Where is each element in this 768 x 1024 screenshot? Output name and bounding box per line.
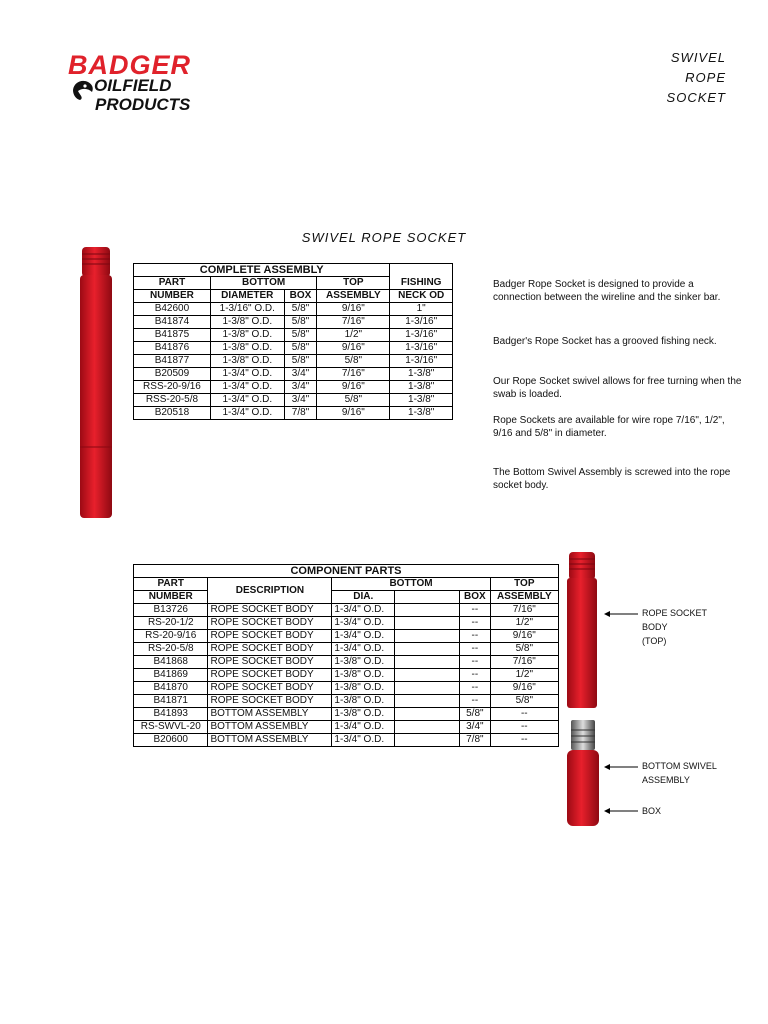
table-cell: RS-20-1/2 [134,617,208,630]
callout-line: (TOP) [642,636,667,646]
table-cell: 1-3/8" O.D. [332,682,395,695]
table-cell [395,708,460,721]
table-cell: 5/8" [284,303,317,316]
table-cell: 5/8" [317,355,390,368]
table-cell: BOTTOM ASSEMBLY [208,734,332,747]
badger-logo [66,50,206,116]
assembly-table-body [134,303,453,420]
table-cell: ROPE SOCKET BODY [208,669,332,682]
table-cell: 1-3/8" O.D. [210,329,284,342]
table-cell: 1-3/4" O.D. [332,734,395,747]
table-cell: 1-3/16" [390,316,453,329]
table-cell: 5/8" [490,695,558,708]
section-title: SWIVEL ROPE SOCKET [301,230,467,245]
table-cell [395,617,460,630]
table-cell: 1-3/4" O.D. [332,643,395,656]
table-cell: 1" [390,303,453,316]
arrow-left-icon [604,762,638,772]
header-cell: NUMBER [134,591,208,604]
table-cell: 1-3/8" O.D. [332,708,395,721]
table-cell: 1-3/4" O.D. [210,381,284,394]
header-cell [395,591,460,604]
table-cell: 7/16" [317,368,390,381]
components-table-body [134,604,559,747]
badger-head-icon [70,76,96,102]
table-cell: 1-3/8" O.D. [210,355,284,368]
table-cell: RSS-20-9/16 [134,381,211,394]
table-cell: B13726 [134,604,208,617]
table-row [134,669,559,682]
table-cell: 1-3/4" O.D. [332,630,395,643]
table-cell: ROPE SOCKET BODY [208,656,332,669]
assembly-table-title: COMPLETE ASSEMBLY [134,264,390,277]
table-row [134,682,559,695]
table-cell [395,669,460,682]
table-cell: 3/4" [284,381,317,394]
table-cell: 1-3/16" [390,355,453,368]
description-paragraph: The Bottom Swivel Assembly is screwed into the rope socket body. [493,467,731,491]
table-cell: 7/8" [460,734,491,747]
table-cell: B20509 [134,368,211,381]
logo-products-text: PRODUCTS [95,95,191,114]
header-cell: BOX [284,290,317,303]
table-cell [395,682,460,695]
header-cell [390,264,453,277]
table-cell: 1-3/4" O.D. [332,721,395,734]
table-cell: 1-3/16" [390,342,453,355]
table-cell: 9/16" [490,630,558,643]
table-cell: B41868 [134,656,208,669]
table-cell: BOTTOM ASSEMBLY [208,721,332,734]
table-row [134,643,559,656]
table-cell [395,721,460,734]
header-cell: ASSEMBLY [490,591,558,604]
logo-badger-text: BADGER [68,50,192,80]
table-cell: 5/8" [284,329,317,342]
header-cell: PART [134,277,211,290]
table-cell: 1/2" [317,329,390,342]
table-cell: 1-3/4" O.D. [210,368,284,381]
callout-line: ASSEMBLY [642,775,690,785]
component-parts-table [133,564,559,747]
table-row [134,394,453,407]
table-cell: 1-3/16" O.D. [210,303,284,316]
table-cell: 1-3/4" O.D. [210,407,284,420]
header-cell: TOP [317,277,390,290]
description-paragraph: Our Rope Socket swivel allows for free turning when the swab is loaded. [493,376,742,400]
table-cell: B41877 [134,355,211,368]
header-cell: NECK OD [390,290,453,303]
callout-line: BODY [642,622,668,632]
table-cell: 7/8" [284,407,317,420]
rope-socket-body-image [563,552,603,712]
table-cell: B41870 [134,682,208,695]
table-cell: 1-3/8" O.D. [210,316,284,329]
header-cell: FISHING [390,277,453,290]
table-row [134,604,559,617]
arrow-left-icon [604,806,638,816]
table-cell: -- [460,643,491,656]
table-cell: 1/2" [490,669,558,682]
bottom-swivel-assembly-image [563,718,603,828]
doc-title-line: ROPE [685,70,726,85]
table-row [134,381,453,394]
table-cell: 9/16" [317,407,390,420]
table-cell: 9/16" [490,682,558,695]
table-cell: -- [490,734,558,747]
components-table-title: COMPONENT PARTS [134,565,559,578]
arrow-left-icon [604,609,638,619]
table-cell: -- [460,656,491,669]
table-cell: 5/8" [460,708,491,721]
table-cell [395,604,460,617]
table-cell [395,630,460,643]
table-cell: 9/16" [317,303,390,316]
table-cell: -- [460,630,491,643]
table-cell: -- [460,682,491,695]
header-cell: BOTTOM [210,277,316,290]
table-cell: B41874 [134,316,211,329]
table-cell: ROPE SOCKET BODY [208,604,332,617]
table-cell: 1-3/8" [390,368,453,381]
table-cell: RS-SWVL-20 [134,721,208,734]
header-cell: BOX [460,591,491,604]
header-cell: DESCRIPTION [208,578,332,604]
table-cell: B41875 [134,329,211,342]
complete-assembly-table [133,263,453,420]
table-cell: B41869 [134,669,208,682]
header-cell: TOP [490,578,558,591]
table-cell: B20518 [134,407,211,420]
table-row [134,721,559,734]
table-row [134,329,453,342]
table-cell: 3/4" [284,394,317,407]
table-cell [395,643,460,656]
table-cell [395,656,460,669]
table-cell: ROPE SOCKET BODY [208,695,332,708]
table-cell: 1-3/8" O.D. [210,342,284,355]
table-cell: 7/16" [490,604,558,617]
table-cell: B42600 [134,303,211,316]
table-row [134,342,453,355]
table-cell: 3/4" [460,721,491,734]
box-callout: BOX [642,806,662,816]
table-cell: RSS-20-5/8 [134,394,211,407]
table-cell: B41871 [134,695,208,708]
doc-title-line: SWIVEL [670,50,726,65]
table-cell: 9/16" [317,381,390,394]
table-row [134,316,453,329]
logo-oilfield-text: OILFIELD [94,76,172,95]
table-cell: 5/8" [284,355,317,368]
bottom-swivel-callout [642,759,717,787]
table-cell: 1-3/8" [390,407,453,420]
rope-socket-body-callout [642,606,707,648]
table-row [134,734,559,747]
table-cell: 9/16" [317,342,390,355]
table-cell: 1-3/8" [390,381,453,394]
table-cell: -- [460,695,491,708]
table-cell [395,695,460,708]
table-cell: 1-3/8" [390,394,453,407]
table-cell: B41876 [134,342,211,355]
table-row [134,695,559,708]
table-cell: 5/8" [284,342,317,355]
header-cell: BOTTOM [332,578,490,591]
table-cell: 1/2" [490,617,558,630]
table-row [134,656,559,669]
table-cell: BOTTOM ASSEMBLY [208,708,332,721]
rope-socket-image [78,247,118,522]
callout-line: BOTTOM SWIVEL [642,761,717,771]
table-cell: -- [460,604,491,617]
table-cell: 7/16" [490,656,558,669]
header-cell: ASSEMBLY [317,290,390,303]
table-cell: ROPE SOCKET BODY [208,682,332,695]
table-cell: 5/8" [490,643,558,656]
callout-line: ROPE SOCKET [642,608,708,618]
table-cell: -- [490,708,558,721]
description-paragraph: Badger's Rope Socket has a grooved fishing neck. [493,336,717,347]
table-cell: 3/4" [284,368,317,381]
table-cell: 1-3/4" O.D. [332,604,395,617]
table-cell: 1-3/4" O.D. [332,617,395,630]
table-cell: -- [490,721,558,734]
table-cell [395,734,460,747]
table-cell: 5/8" [284,316,317,329]
table-cell: RS-20-5/8 [134,643,208,656]
table-row [134,630,559,643]
header-cell: NUMBER [134,290,211,303]
table-row [134,368,453,381]
table-cell: 1-3/8" O.D. [332,695,395,708]
table-cell: 1-3/4" O.D. [210,394,284,407]
table-cell: 5/8" [317,394,390,407]
table-row [134,708,559,721]
header-cell: DIAMETER [210,290,284,303]
table-cell: B20600 [134,734,208,747]
table-cell: -- [460,617,491,630]
header-cell: DIA. [332,591,395,604]
description-paragraph: Rope Sockets are available for wire rope 7/16", 1/2", 9/16 and 5/8" in diameter. [493,415,725,439]
description-paragraph: Badger Rope Socket is designed to provide a connection between the wireline and the sinker bar. [493,279,721,303]
table-cell: ROPE SOCKET BODY [208,643,332,656]
document-title [667,48,726,108]
table-row [134,617,559,630]
table-cell: 1-3/16" [390,329,453,342]
header-cell: PART [134,578,208,591]
table-cell: 7/16" [317,316,390,329]
table-cell: ROPE SOCKET BODY [208,617,332,630]
table-cell: 1-3/8" O.D. [332,656,395,669]
table-cell: 1-3/8" O.D. [332,669,395,682]
table-row [134,303,453,316]
table-cell: -- [460,669,491,682]
doc-title-line: SOCKET [666,90,726,105]
table-cell: B41893 [134,708,208,721]
table-cell: RS-20-9/16 [134,630,208,643]
table-row [134,355,453,368]
table-cell: ROPE SOCKET BODY [208,630,332,643]
table-row [134,407,453,420]
